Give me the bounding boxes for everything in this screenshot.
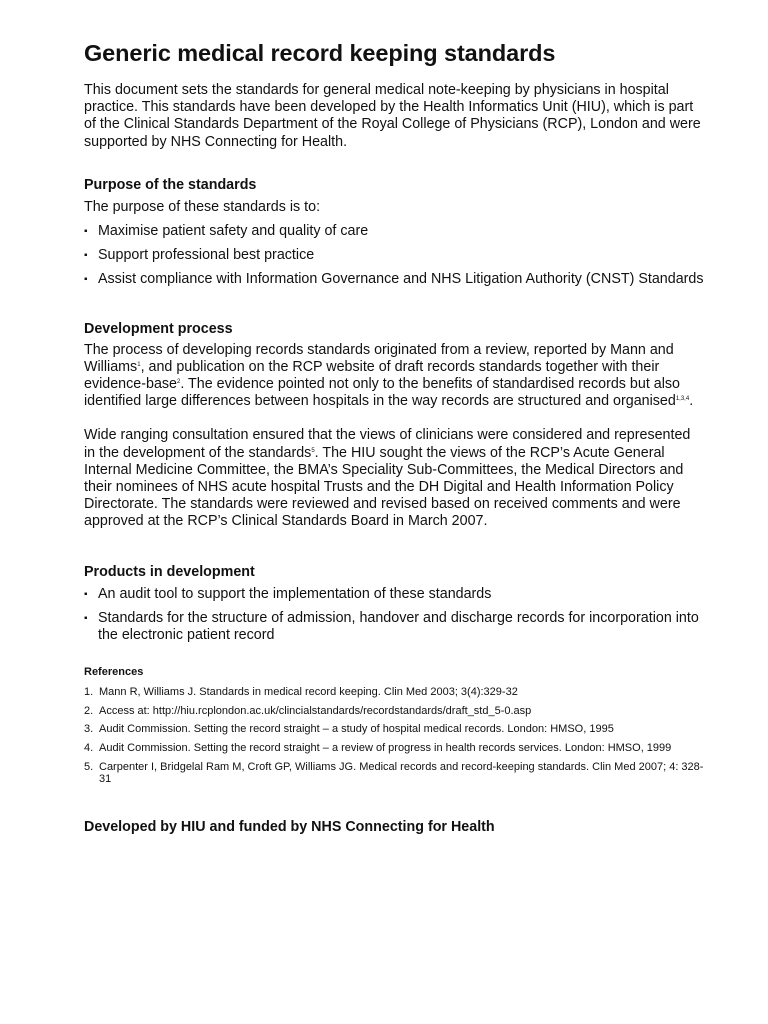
document-page (84, 38, 704, 836)
reference-number: 2. (84, 704, 94, 717)
reference-item (84, 761, 704, 786)
intro-paragraph: This document sets the standards for general medical note-keeping by physicians in hospital practice. This standards have been developed by the Health Informatics Unit (HIU), which is part of the Clinical Standards Department of the Royal College of Physicians (RCP), London and were supported by NHS Connecting for Health. (84, 82, 701, 150)
bullet-icon: ▪ (84, 612, 88, 624)
purpose-item-text: Maximise patient safety and quality of care (98, 223, 369, 240)
development-paragraph-1 (84, 342, 704, 411)
purpose-item-text: Assist compliance with Information Governance and NHS Litigation Authority (CNST) Standards (98, 271, 704, 288)
text-run: The process of developing records standards originated from a review, reported by Mann and Williams (84, 341, 674, 375)
references-heading: References (84, 666, 144, 679)
reference-item (84, 686, 704, 699)
text-run: . The evidence pointed not only to the benefits of standardised records but also identified large differences between hospitals in the way records are structured and organised (84, 376, 681, 410)
text-run: Wide ranging consultation ensured that the views of clinicians were considered and represented in the development of the standards (84, 427, 691, 461)
references-list (84, 686, 704, 786)
reference-text: Mann R, Williams J. Standards in medical record keeping. Clin Med 2003; 3(4):329-32 (99, 686, 518, 699)
purpose-item (84, 223, 704, 240)
text-run: , and publication on the RCP website of draft records standards together with their evidence-base (84, 358, 660, 393)
reference-text: Audit Commission. Setting the record straight – a review of progress in health records services. London: HMSO, 1999 (99, 742, 672, 755)
citation-superscript: 1,3,4 (675, 396, 690, 403)
footer-note: Developed by HIU and funded by NHS Connecting for Health (84, 818, 495, 835)
development-heading: Development process (84, 320, 233, 337)
reference-text: Carpenter I, Bridgelal Ram M, Croft GP, Williams JG. Medical records and record-keeping standards. Clin Med 2007; 4: 328-31 (99, 760, 704, 786)
reference-item (84, 723, 704, 736)
products-item (84, 586, 704, 603)
products-heading: Products in development (84, 563, 255, 580)
purpose-list (84, 223, 704, 289)
reference-number: 5. (84, 760, 94, 773)
purpose-lead: The purpose of these standards is to: (84, 198, 321, 215)
purpose-item (84, 271, 704, 288)
citation-superscript: 1 (137, 361, 141, 368)
text-run: . The HIU sought the views of the RCP’s Acute General Internal Medicine Committee, the BMA’s Speciality Sub-Committees, the Medical Directors and their nominees of NHS acute hospital Trusts and the DH Digital and Health Information Policy Directorate. The standards were reviewed and revised based on received comments and were approved at the RCP’s Clinical Standards Board in March 2007. (84, 444, 684, 530)
products-list (84, 586, 704, 645)
products-item-text: Standards for the structure of admission, handover and discharge records for incorporation into the electronic patient record (98, 609, 699, 644)
reference-number: 3. (84, 723, 94, 736)
bullet-icon: ▪ (84, 250, 88, 262)
reference-number: 1. (84, 686, 94, 699)
bullet-icon: ▪ (84, 226, 88, 238)
development-paragraph-2 (84, 427, 704, 530)
reference-text: Access at: http://hiu.rcplondon.ac.uk/clincialstandards/recordstandards/draft_std_5-0.asp (99, 704, 532, 717)
purpose-item (84, 247, 704, 264)
reference-number: 4. (84, 742, 94, 755)
text-run: . (689, 393, 694, 410)
purpose-heading: Purpose of the standards (84, 176, 257, 193)
purpose-item-text: Support professional best practice (98, 247, 315, 264)
bullet-icon: ▪ (84, 274, 88, 286)
citation-superscript: 2 (177, 379, 181, 386)
document-title: Generic medical record keeping standards (84, 40, 556, 66)
products-item-text: An audit tool to support the implementation of these standards (98, 585, 492, 602)
reference-item (84, 742, 704, 755)
citation-superscript: 5 (311, 447, 315, 454)
reference-text: Audit Commission. Setting the record straight – a study of hospital medical records. London: HMSO, 1995 (99, 723, 614, 736)
reference-item (84, 705, 704, 718)
bullet-icon: ▪ (84, 588, 88, 600)
products-item (84, 610, 704, 644)
